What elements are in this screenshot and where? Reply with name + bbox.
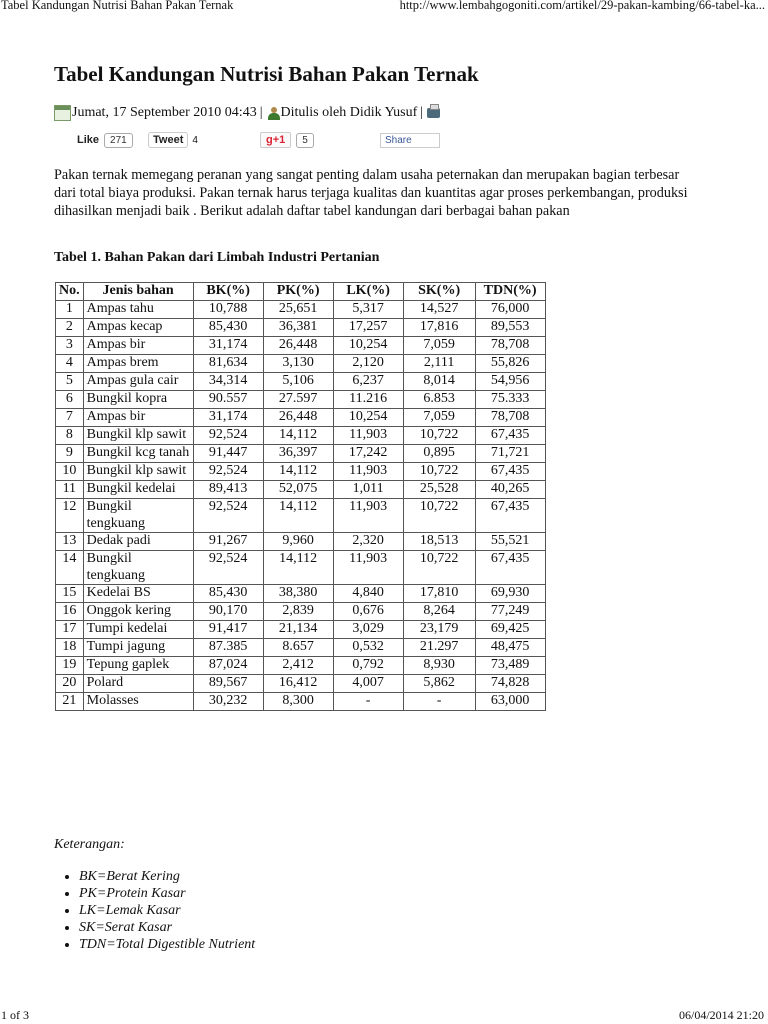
nutrient-value: 26,448 [263, 337, 333, 355]
nutrient-value: 76,000 [475, 301, 545, 319]
nutrient-value: 87.385 [193, 639, 263, 657]
row-number: 20 [56, 675, 84, 693]
table-row [56, 603, 546, 621]
nutrient-value: 17,810 [403, 585, 475, 603]
legend-item: • PK=Protein Kasar [79, 885, 255, 902]
nutrient-value: 92,524 [193, 463, 263, 481]
feed-name: Polard [83, 675, 193, 693]
page-title: Tabel Kandungan Nutrisi Bahan Pakan Ternak [54, 62, 479, 86]
nutrient-value: 14,112 [263, 463, 333, 481]
feed-name: Dedak padi [83, 533, 193, 551]
tweet-button[interactable] [148, 130, 198, 150]
feed-name: Ampas bir [83, 337, 193, 355]
nutrient-value: 14,527 [403, 301, 475, 319]
nutrient-value: 3,029 [333, 621, 403, 639]
feed-name: Tumpi kedelai [83, 621, 193, 639]
feed-name: Onggok kering [83, 603, 193, 621]
feed-name: Ampas brem [83, 355, 193, 373]
nutrient-value: 87,024 [193, 657, 263, 675]
nutrient-value: 36,397 [263, 445, 333, 463]
nutrient-value: 10,722 [403, 499, 475, 533]
table-row [56, 391, 546, 409]
table-row [56, 639, 546, 657]
row-number: 4 [56, 355, 84, 373]
nutrient-value: 10,722 [403, 427, 475, 445]
nutrient-value: 27.597 [263, 391, 333, 409]
row-number: 16 [56, 603, 84, 621]
feed-name: Ampas bir [83, 409, 193, 427]
print-header-url: http://www.lembahgogoniti.com/artikel/29-pakan-kambing/66-tabel-ka... [399, 0, 765, 12]
nutrient-value: 2,120 [333, 355, 403, 373]
nutrient-value: 26,448 [263, 409, 333, 427]
row-number: 12 [56, 499, 84, 533]
nutrient-value: 67,435 [475, 427, 545, 445]
nutrient-value: 6.853 [403, 391, 475, 409]
col-header: No. [56, 283, 84, 301]
nutrient-value: 10,254 [333, 409, 403, 427]
nutrient-value: 78,708 [475, 409, 545, 427]
nutrient-value: 17,816 [403, 319, 475, 337]
nutrient-value: 74,828 [475, 675, 545, 693]
table-row [56, 355, 546, 373]
nutrient-value: 6,237 [333, 373, 403, 391]
nutrient-value: 8,930 [403, 657, 475, 675]
author-icon [268, 107, 280, 120]
nutrient-value: 34,314 [193, 373, 263, 391]
gplus-count: 5 [296, 133, 314, 148]
feed-name: Bungkil tengkuang [83, 499, 193, 533]
gplus-plus-one: +1 [272, 134, 286, 146]
nutrient-value: 91,267 [193, 533, 263, 551]
meta-separator: | [420, 105, 424, 120]
nutrient-value: 75.333 [475, 391, 545, 409]
table-row [56, 373, 546, 391]
row-number: 10 [56, 463, 84, 481]
table-row [56, 445, 546, 463]
nutrient-value: 0,895 [403, 445, 475, 463]
legend-list [57, 868, 255, 953]
nutrient-value: 73,489 [475, 657, 545, 675]
like-count: 271 [104, 133, 133, 148]
like-label: Like [77, 134, 100, 146]
nutrient-value: 30,232 [193, 693, 263, 711]
col-header: SK(%) [403, 283, 475, 301]
table-row [56, 427, 546, 445]
row-number: 7 [56, 409, 84, 427]
table-row [56, 693, 546, 711]
nutrient-value: 0,532 [333, 639, 403, 657]
nutrient-value: 8,264 [403, 603, 475, 621]
nutrient-value: 1,011 [333, 481, 403, 499]
nutrient-value: 69,425 [475, 621, 545, 639]
nutrient-value: 25,651 [263, 301, 333, 319]
nutrient-value: 11.216 [333, 391, 403, 409]
row-number: 19 [56, 657, 84, 675]
row-number: 17 [56, 621, 84, 639]
row-number: 15 [56, 585, 84, 603]
row-number: 14 [56, 551, 84, 585]
table-row [56, 621, 546, 639]
nutrient-value: 21.297 [403, 639, 475, 657]
share-button[interactable] [380, 130, 440, 150]
nutrient-value: 92,524 [193, 427, 263, 445]
row-number: 8 [56, 427, 84, 445]
tweet-label: Tweet [153, 134, 184, 146]
facebook-like-button[interactable] [77, 130, 133, 150]
feed-name: Bungkil kcg tanah [83, 445, 193, 463]
meta-separator: | [259, 105, 263, 120]
feed-name: Bungkil tengkuang [83, 551, 193, 585]
nutrient-value: 55,521 [475, 533, 545, 551]
nutrient-value: 67,435 [475, 499, 545, 533]
print-icon[interactable] [427, 108, 440, 118]
feed-name: Kedelai BS [83, 585, 193, 603]
nutrient-value: 78,708 [475, 337, 545, 355]
row-number: 9 [56, 445, 84, 463]
nutrient-value: 17,242 [333, 445, 403, 463]
nutrient-value: 40,265 [475, 481, 545, 499]
feed-name: Ampas tahu [83, 301, 193, 319]
nutrition-table [55, 282, 546, 711]
table-row [56, 409, 546, 427]
calendar-icon [54, 105, 71, 121]
feed-name: Molasses [83, 693, 193, 711]
nutrient-value: 69,930 [475, 585, 545, 603]
nutrient-value: 7,059 [403, 409, 475, 427]
nutrient-value: 91,417 [193, 621, 263, 639]
feed-name: Bungkil kedelai [83, 481, 193, 499]
row-number: 3 [56, 337, 84, 355]
feed-name: Bungkil klp sawit [83, 427, 193, 445]
nutrient-value: 31,174 [193, 337, 263, 355]
table-row [56, 499, 546, 533]
row-number: 6 [56, 391, 84, 409]
nutrient-value: 0,676 [333, 603, 403, 621]
nutrient-value: 48,475 [475, 639, 545, 657]
nutrient-value: 21,134 [263, 621, 333, 639]
col-header: BK(%) [193, 283, 263, 301]
nutrient-value: 81,634 [193, 355, 263, 373]
nutrient-value: 90,170 [193, 603, 263, 621]
gplus-label [260, 132, 291, 148]
col-header: TDN(%) [475, 283, 545, 301]
nutrient-value: 10,788 [193, 301, 263, 319]
row-number: 11 [56, 481, 84, 499]
nutrient-value: 7,059 [403, 337, 475, 355]
nutrient-value: 54,956 [475, 373, 545, 391]
nutrient-value: 31,174 [193, 409, 263, 427]
legend-item: • LK=Lemak Kasar [79, 902, 255, 919]
nutrient-value: 10,254 [333, 337, 403, 355]
nutrient-value: 2,412 [263, 657, 333, 675]
col-header: LK(%) [333, 283, 403, 301]
nutrient-value: 92,524 [193, 551, 263, 585]
tweet-count: 4 [192, 134, 198, 146]
nutrient-value: 63,000 [475, 693, 545, 711]
nutrient-value: 55,826 [475, 355, 545, 373]
table-row [56, 301, 546, 319]
table-row [56, 337, 546, 355]
feed-name: Tumpi jagung [83, 639, 193, 657]
nutrient-value: 3,130 [263, 355, 333, 373]
nutrient-value: 4,840 [333, 585, 403, 603]
page-number: 1 of 3 [1, 1008, 29, 1022]
nutrient-value: 67,435 [475, 551, 545, 585]
feed-name: Bungkil klp sawit [83, 463, 193, 481]
nutrient-value: 89,413 [193, 481, 263, 499]
nutrient-value: 14,112 [263, 499, 333, 533]
legend-title: Keterangan: [54, 837, 125, 852]
nutrient-value: 25,528 [403, 481, 475, 499]
gplus-g-icon: g [266, 134, 273, 146]
nutrient-value: 5,317 [333, 301, 403, 319]
feed-name: Ampas kecap [83, 319, 193, 337]
nutrient-value: 90.557 [193, 391, 263, 409]
nutrient-value: 67,435 [475, 463, 545, 481]
nutrient-value: 2,320 [333, 533, 403, 551]
nutrient-value: 10,722 [403, 551, 475, 585]
nutrient-value: 2,111 [403, 355, 475, 373]
nutrient-value: 8,300 [263, 693, 333, 711]
nutrient-value: 91,447 [193, 445, 263, 463]
table-row [56, 657, 546, 675]
row-number: 21 [56, 693, 84, 711]
nutrient-value: 16,412 [263, 675, 333, 693]
share-label: Share [380, 133, 440, 148]
table-row [56, 675, 546, 693]
table-row [56, 463, 546, 481]
nutrient-value: 14,112 [263, 551, 333, 585]
table-header-row [56, 283, 546, 301]
nutrient-value: 17,257 [333, 319, 403, 337]
row-number: 2 [56, 319, 84, 337]
print-timestamp: 06/04/2014 21:20 [678, 1008, 764, 1022]
article-date: Jumat, 17 September 2010 04:43 [72, 105, 257, 120]
legend-item: • TDN=Total Digestible Nutrient [79, 936, 255, 953]
article-meta [54, 105, 440, 121]
col-header: Jenis bahan [83, 283, 193, 301]
legend-item: • BK=Berat Kering [79, 868, 255, 885]
nutrient-value: 0,792 [333, 657, 403, 675]
table-row [56, 481, 546, 499]
row-number: 18 [56, 639, 84, 657]
nutrient-value: - [333, 693, 403, 711]
nutrient-value: 71,721 [475, 445, 545, 463]
google-plus-button[interactable] [260, 130, 314, 150]
nutrient-value: 11,903 [333, 499, 403, 533]
nutrient-value: 4,007 [333, 675, 403, 693]
table-row [56, 551, 546, 585]
nutrient-value: 92,524 [193, 499, 263, 533]
row-number: 1 [56, 301, 84, 319]
col-header: PK(%) [263, 283, 333, 301]
feed-name: Bungkil kopra [83, 391, 193, 409]
article-author: Ditulis oleh Didik Yusuf [280, 105, 418, 120]
nutrient-value: 5,862 [403, 675, 475, 693]
intro-paragraph: Pakan ternak memegang peranan yang sangat penting dalam usaha peternakan dan merupakan bagian terbesar dari total biaya produksi. Pakan ternak harus terjaga kualitas dan kuantitas agar proses perkembangan, produksi dihasilkan menjadi baik . Berikut adalah daftar tabel kandungan dari berbagai bahan pakan [54, 167, 688, 219]
feed-name: Tepung gaplek [83, 657, 193, 675]
nutrient-value: 85,430 [193, 319, 263, 337]
nutrient-value: 5,106 [263, 373, 333, 391]
nutrient-value: 89,553 [475, 319, 545, 337]
nutrient-value: 11,903 [333, 463, 403, 481]
nutrient-value: - [403, 693, 475, 711]
nutrient-value: 52,075 [263, 481, 333, 499]
nutrient-value: 38,380 [263, 585, 333, 603]
row-number: 5 [56, 373, 84, 391]
table-caption: Tabel 1. Bahan Pakan dari Limbah Industri Pertanian [54, 250, 380, 265]
nutrient-value: 14,112 [263, 427, 333, 445]
nutrient-value: 85,430 [193, 585, 263, 603]
nutrient-value: 18,513 [403, 533, 475, 551]
row-number: 13 [56, 533, 84, 551]
nutrient-value: 77,249 [475, 603, 545, 621]
nutrient-value: 2,839 [263, 603, 333, 621]
nutrient-value: 11,903 [333, 427, 403, 445]
nutrient-value: 89,567 [193, 675, 263, 693]
tweet-box[interactable] [148, 132, 188, 148]
nutrient-value: 23,179 [403, 621, 475, 639]
nutrient-value: 11,903 [333, 551, 403, 585]
legend-item: • SK=Serat Kasar [79, 919, 255, 936]
print-header-title: Tabel Kandungan Nutrisi Bahan Pakan Ternak [1, 0, 234, 12]
feed-name: Ampas gula cair [83, 373, 193, 391]
nutrient-value: 8,014 [403, 373, 475, 391]
table-row [56, 319, 546, 337]
nutrient-value: 36,381 [263, 319, 333, 337]
table-row [56, 585, 546, 603]
nutrient-value: 8.657 [263, 639, 333, 657]
nutrient-value: 9,960 [263, 533, 333, 551]
nutrient-value: 10,722 [403, 463, 475, 481]
table-row [56, 533, 546, 551]
